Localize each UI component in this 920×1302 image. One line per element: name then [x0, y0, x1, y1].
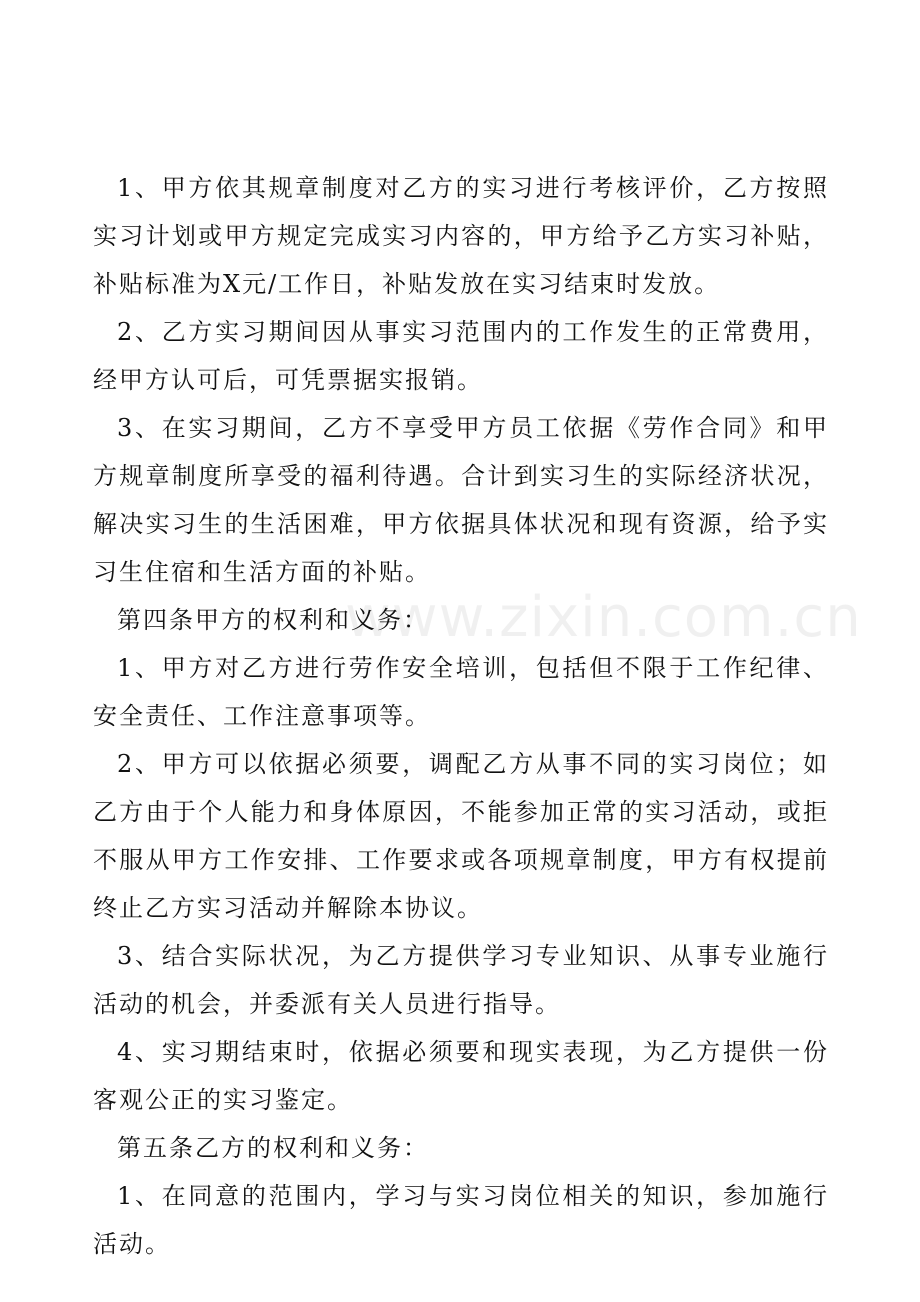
paragraph-appraisal: 4、实习期结束时，依据必须要和现实表现，为乙方提供一份客观公正的实习鉴定。 [93, 1038, 829, 1114]
paragraph-safety-training: 1、甲方对乙方进行劳作安全培训，包括但不限于工作纪律、安全责任、工作注意事项等。 [93, 654, 829, 730]
paragraph-subsidy: 1、甲方依其规章制度对乙方的实习进行考核评价，乙方按照实习计划或甲方规定完成实习内容的，甲方给予乙方实习补贴，补贴标准为X元/工作日，补贴发放在实习结束时发放。 [93, 174, 829, 298]
paragraph-benefits: 3、在实习期间，乙方不享受甲方员工依据《劳作合同》和甲方规章制度所享受的福利待遇。合计到实习生的实际经济状况，解决实习生的生活困难，甲方依据具体状况和现有资源，给予实习生住宿和生活方面的补贴。 [93, 414, 829, 586]
paragraph-learning: 1、在同意的范围内，学习与实习岗位相关的知识，参加施行活动。 [93, 1182, 829, 1258]
watermark: www.zixin.com.cn [345, 585, 862, 650]
article-four-heading: 第四条甲方的权利和义务： [117, 606, 429, 634]
document-body [93, 164, 829, 1268]
paragraph-guidance: 3、结合实际状况，为乙方提供学习专业知识、从事专业施行活动的机会，并委派有关人员进行指导。 [93, 942, 829, 1018]
paragraph-reassignment: 2、甲方可以依据必须要，调配乙方从事不同的实习岗位；如乙方由于个人能力和身体原因，不能参加正常的实习活动，或拒不服从甲方工作安排、工作要求或各项规章制度，甲方有权提前终止乙方实习活动并解除本协议。 [93, 750, 829, 922]
article-five-heading: 第五条乙方的权利和义务： [117, 1134, 429, 1162]
paragraph-expenses: 2、乙方实习期间因从事实习范围内的工作发生的正常费用，经甲方认可后，可凭票据实报销。 [93, 318, 829, 394]
